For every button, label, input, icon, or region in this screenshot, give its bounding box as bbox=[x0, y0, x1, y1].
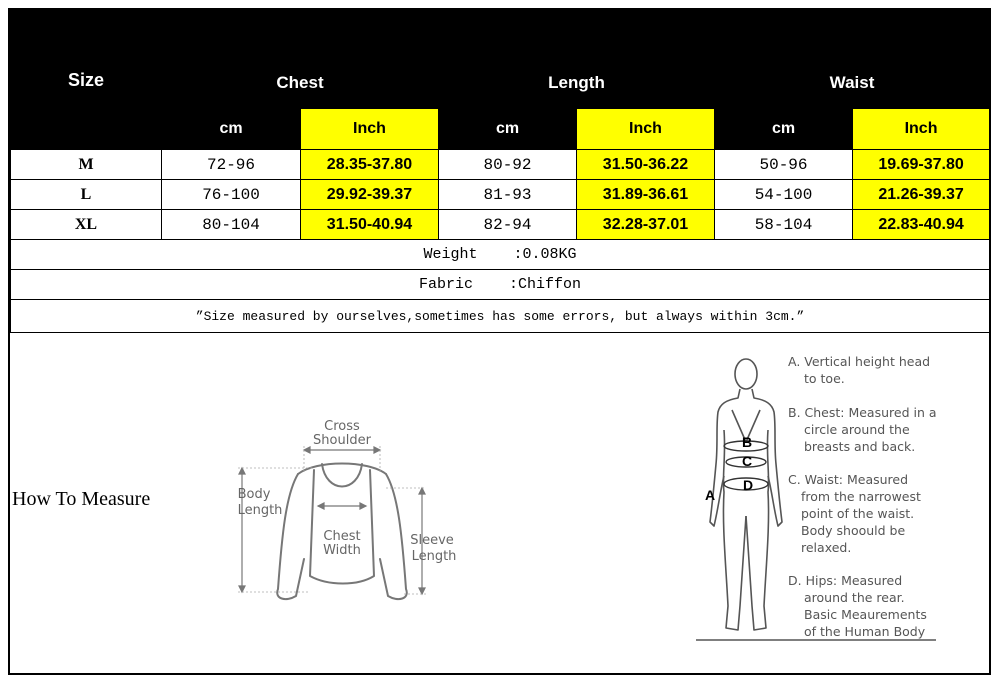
arrow-head bbox=[419, 488, 425, 494]
legend-b-line-2: circle around the bbox=[804, 422, 910, 437]
arrow-head bbox=[360, 503, 366, 509]
waist-cm-cell: 54-100 bbox=[715, 180, 853, 210]
size-cell: L bbox=[11, 180, 162, 210]
waist-cm-cell: 58-104 bbox=[715, 210, 853, 240]
sleeve-length-label-1: Sleeve bbox=[410, 533, 454, 548]
arrow-head bbox=[419, 588, 425, 594]
length-header: Length bbox=[439, 58, 715, 109]
chest-header: Chest bbox=[162, 58, 439, 109]
legend-a-line-2: to toe. bbox=[804, 371, 845, 386]
human-body-outline bbox=[710, 359, 782, 630]
marker-b: B bbox=[741, 434, 753, 450]
sleeve-length-label-2: Length bbox=[411, 549, 457, 564]
legend-c-line-2: from the narrowest bbox=[801, 489, 921, 504]
legend-a-line-1: A. Vertical height head bbox=[788, 354, 931, 369]
body-measurement-figure bbox=[686, 346, 986, 656]
how-to-measure-section bbox=[10, 332, 989, 673]
cross-shoulder-label-2: Shoulder bbox=[313, 433, 371, 448]
sweater-measurement-figure bbox=[218, 374, 468, 604]
fabric-row: Fabric :Chiffon bbox=[11, 270, 990, 300]
waist-cm-header: cm bbox=[715, 109, 853, 150]
body-length-label-2: Length bbox=[237, 503, 283, 518]
marker-c: C bbox=[741, 453, 753, 469]
waist-header: Waist bbox=[715, 58, 990, 109]
table-row bbox=[11, 210, 990, 240]
length-cm-cell: 80-92 bbox=[439, 150, 577, 180]
waist-inch-cell: 21.26-39.37 bbox=[853, 180, 990, 210]
sweater-shoulder-seam bbox=[298, 464, 386, 475]
sweater-right-sleeve bbox=[380, 474, 407, 599]
chest-width-label-1: Chest bbox=[323, 529, 361, 544]
legend-b-line-3: breasts and back. bbox=[804, 439, 916, 454]
marker-a: A bbox=[704, 487, 716, 503]
legend-c-line-5: relaxed. bbox=[801, 540, 852, 555]
length-cm-header: cm bbox=[439, 109, 577, 150]
chest-inch-cell: 28.35-37.80 bbox=[301, 150, 439, 180]
table-row bbox=[11, 150, 990, 180]
arrow-head bbox=[374, 447, 380, 453]
waist-inch-cell: 19.69-37.80 bbox=[853, 150, 990, 180]
chest-inch-header: Inch bbox=[301, 109, 439, 150]
marker-d: D bbox=[742, 477, 754, 493]
chest-inch-cell: 29.92-39.37 bbox=[301, 180, 439, 210]
legend-c-line-3: point of the waist. bbox=[801, 506, 915, 521]
waist-inch-header: Inch bbox=[853, 109, 990, 150]
arrow-head bbox=[304, 447, 310, 453]
chest-inch-cell: 31.50-40.94 bbox=[301, 210, 439, 240]
body-length-label-1: Body bbox=[237, 487, 271, 502]
chest-cm-header: cm bbox=[162, 109, 301, 150]
chest-cm-cell: 76-100 bbox=[162, 180, 301, 210]
legend-d-line-4: of the Human Body bbox=[804, 624, 926, 639]
chest-cm-cell: 72-96 bbox=[162, 150, 301, 180]
length-cm-cell: 82-94 bbox=[439, 210, 577, 240]
header-blank-band bbox=[162, 11, 990, 58]
size-header: Size bbox=[11, 11, 162, 150]
length-inch-cell: 31.50-36.22 bbox=[577, 150, 715, 180]
size-table bbox=[10, 10, 990, 333]
size-cell: XL bbox=[11, 210, 162, 240]
waist-cm-cell: 50-96 bbox=[715, 150, 853, 180]
measurement-note: ”Size measured by ourselves,sometimes has some errors, but always within 3cm.” bbox=[11, 300, 990, 333]
waist-inch-cell: 22.83-40.94 bbox=[853, 210, 990, 240]
arrow-head bbox=[239, 468, 245, 474]
legend-b-line-1: B. Chest: Measured in a bbox=[788, 405, 937, 420]
arrow-head bbox=[239, 586, 245, 592]
weight-row: Weight :0.08KG bbox=[11, 240, 990, 270]
legend-d-line-1: D. Hips: Measured bbox=[788, 573, 903, 588]
cross-shoulder-label-1: Cross bbox=[324, 419, 360, 434]
arrow-head bbox=[318, 503, 324, 509]
size-cell: M bbox=[11, 150, 162, 180]
length-cm-cell: 81-93 bbox=[439, 180, 577, 210]
legend-c-line-4: Body shoould be bbox=[801, 523, 906, 538]
size-chart-sheet bbox=[8, 8, 991, 675]
sweater-left-sleeve bbox=[277, 474, 304, 599]
legend-c-line-1: C. Waist: Measured bbox=[788, 472, 909, 487]
length-inch-cell: 31.89-36.61 bbox=[577, 180, 715, 210]
table-row bbox=[11, 180, 990, 210]
chest-width-label-2: Width bbox=[323, 543, 361, 558]
length-inch-cell: 32.28-37.01 bbox=[577, 210, 715, 240]
how-to-measure-label: How To Measure bbox=[12, 488, 151, 510]
chest-cm-cell: 80-104 bbox=[162, 210, 301, 240]
length-inch-header: Inch bbox=[577, 109, 715, 150]
legend-d-line-2: around the rear. bbox=[804, 590, 905, 605]
sweater-neckline bbox=[322, 464, 362, 487]
legend-d-line-3: Basic Meaurements bbox=[804, 607, 927, 622]
